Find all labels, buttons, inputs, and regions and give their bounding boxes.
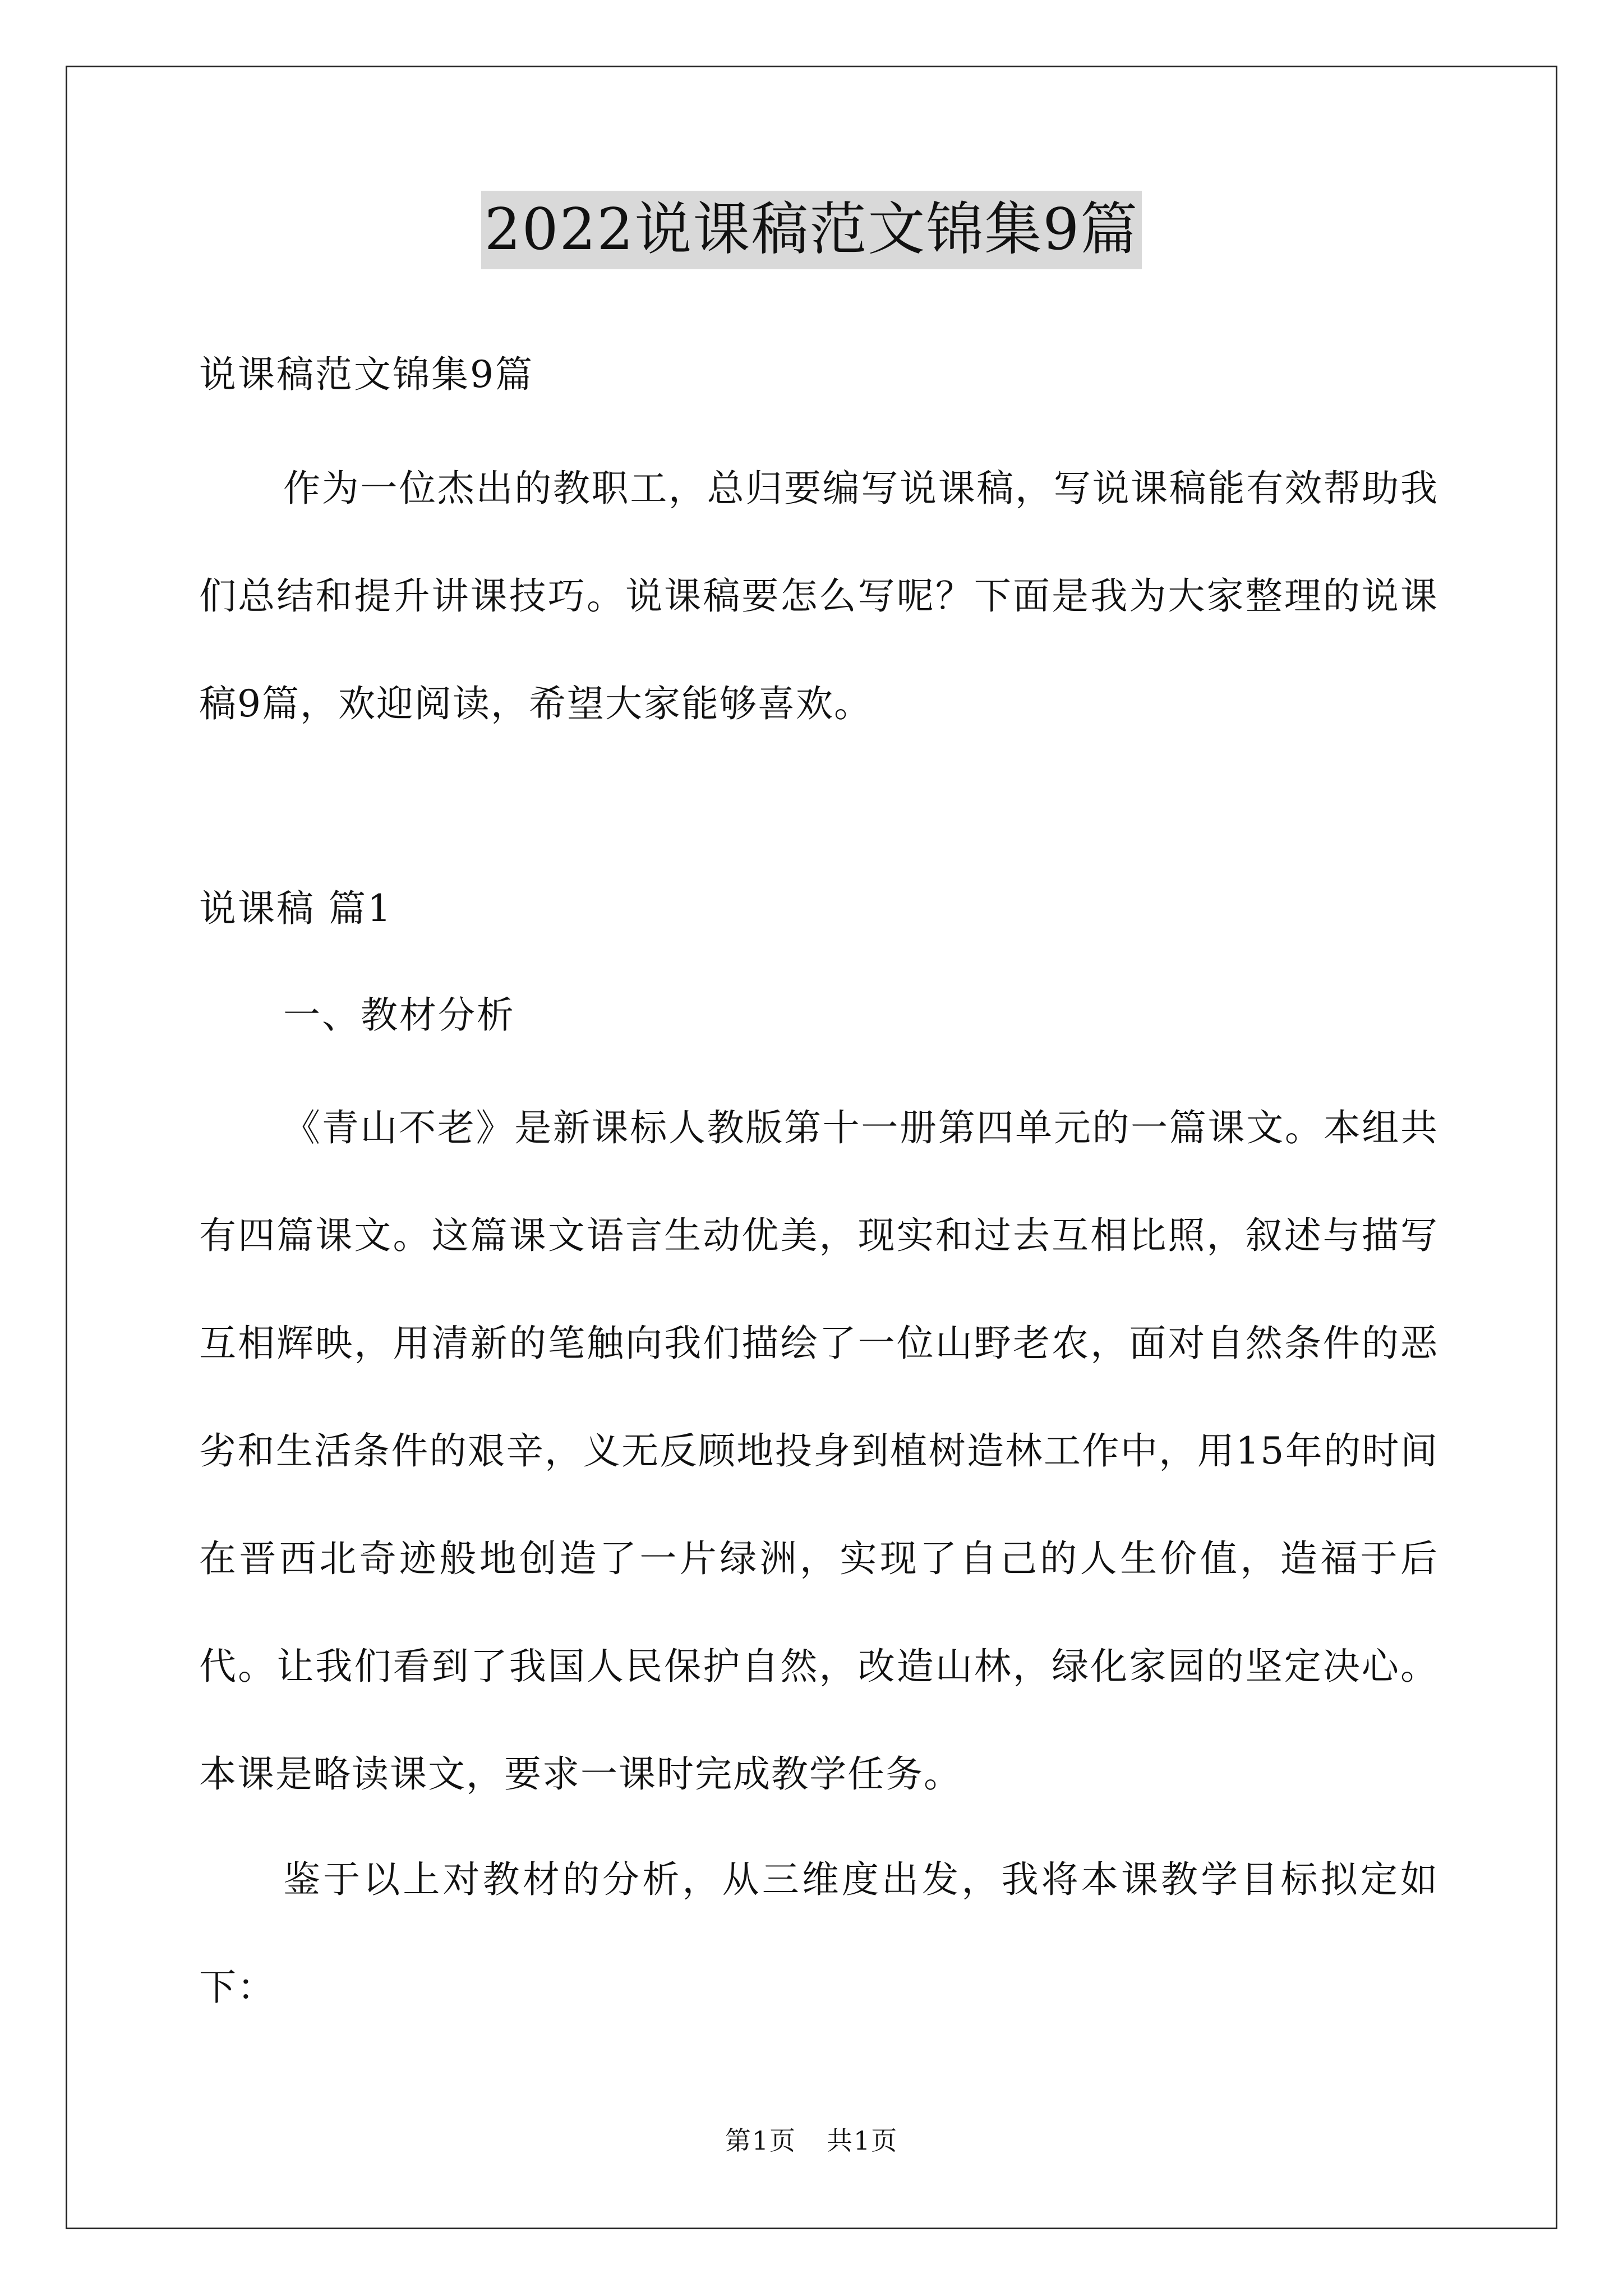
document-title: 2022说课稿范文锦集9篇 — [481, 191, 1142, 269]
body-paragraph-1: 《青山不老》是新课标人教版第十一册第四单元的一篇课文。本组共有四篇课文。这篇课文语言生动优美，现实和过去互相比照，叙述与描写互相辉映，用清新的笔触向我们描绘了一位山野老农，面对自然条件的恶劣和生活条件的艰辛，义无反顾地投身到植树造林工作中，用15年的时间在晋西北奇迹般地创造了一片绿洲，实现了自己的人生价值，造福于后代。让我们看到了我国人民保护自然，改造山林，绿化家园的坚定决心。本课是略读课文，要求一课时完成教学任务。 — [199, 1106, 1438, 1796]
page-total: 共1页 — [827, 2125, 898, 2156]
intro-paragraph: 作为一位杰出的教职工，总归要编写说课稿，写说课稿能有效帮助我们总结和提升讲课技巧。说课稿要怎么写呢？下面是我为大家整理的说课稿9篇，欢迎阅读，希望大家能够喜欢。 — [199, 467, 1438, 725]
section-subheading: 一、教材分析 — [283, 993, 515, 1037]
body-paragraph-2: 鉴于以上对教材的分析，从三维度出发，我将本课教学目标拟定如下： — [199, 1858, 1438, 2009]
section-heading: 说课稿 篇1 — [199, 887, 393, 930]
page-footer — [0, 2124, 1623, 2157]
document-subtitle: 说课稿范文锦集9篇 — [199, 353, 534, 396]
title-container — [0, 191, 1623, 269]
page-number: 第1页 — [725, 2125, 796, 2156]
